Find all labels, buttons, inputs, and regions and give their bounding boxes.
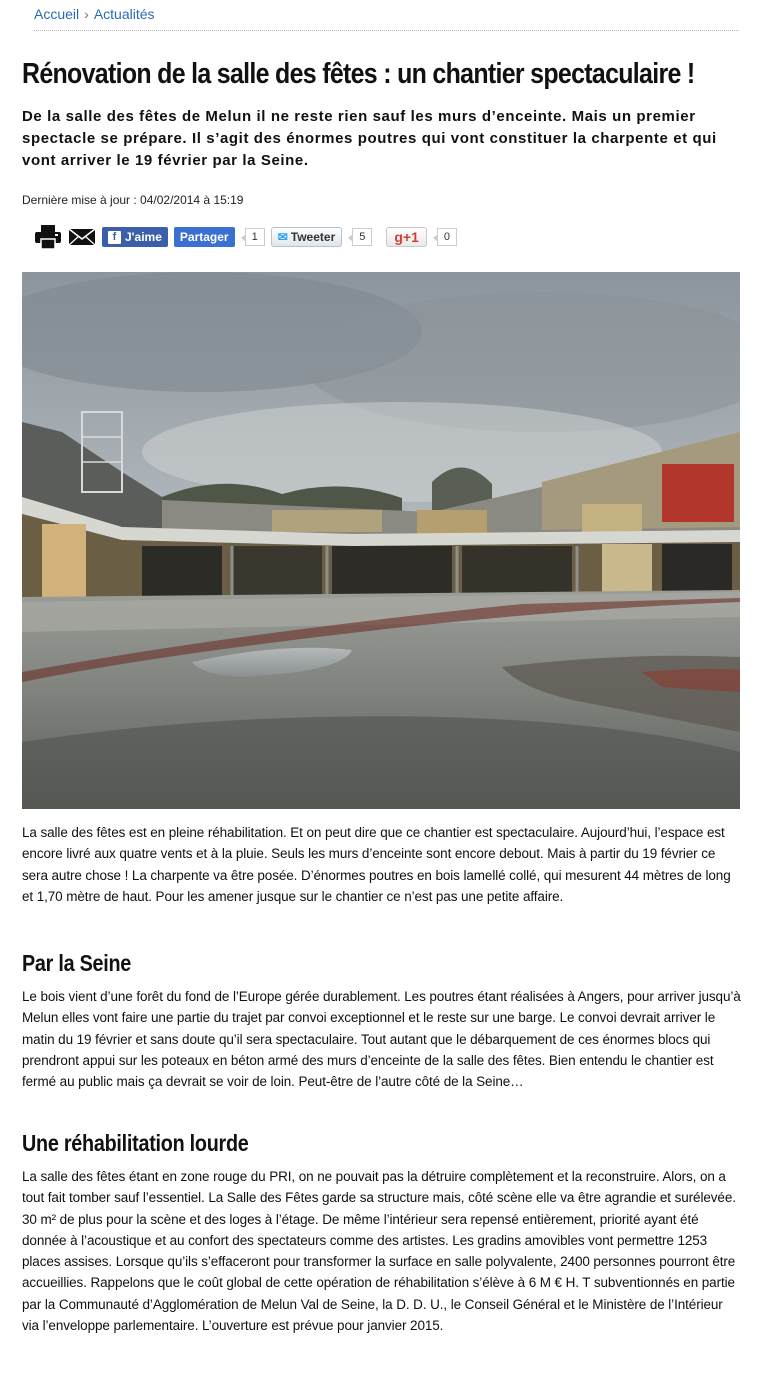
article-paragraph-1: La salle des fêtes est en pleine réhabilitation. Et on peut dire que ce chantier est spectaculaire. Aujourd’hui, l’espace est encore livré aux quatre vents et à la pluie. Seuls les murs d’enceinte sont encore debout. Mais à partir du 19 février ce sera autre chose ! La charpente va être posée. D’énormes poutres en bois lamellé collé, qui mesurent 44 mètres de long et 1,70 mètre de haut. Pour les amener jusque sur le chantier ce n’est pas une petite affaire. xyxy=(22,825,731,904)
article-paragraph-2: Le bois vient d’une forêt du fond de l’Europe gérée durablement. Les poutres étant réalisées à Angers, pour arriver jusqu’à Melun elles vont faire une partie du trajet par convoi exceptionnel et le reste sur une barge. Le convoi devrait arriver le matin du 19 février et sans doute qu’il sera spectaculaire. Tout autant que le débarquement de ces énormes blocs qui prendront appui sur les poteaux en béton armé des murs d’enceinte de la salle des fêtes. Bien entendu le chantier est fermé au public mais ça devrait se voir de loin. Peut-être de l’autre côté de la Seine… xyxy=(22,989,741,1090)
tweet-button[interactable] xyxy=(271,227,343,247)
article-photo xyxy=(22,272,740,809)
google-plus-count: 0 xyxy=(437,228,457,246)
print-icon[interactable] xyxy=(34,225,62,249)
article-lead: De la salle des fêtes de Melun il ne reste rien sauf les murs d’enceinte. Mais un premier spectacle se prépare. Il s’agit des énormes poutres qui vont constituer la charpente et qui vont arriver le 19 février par la Seine. xyxy=(22,108,717,169)
twitter-bird-icon: ✉ xyxy=(277,230,288,244)
section-title-par-la-seine: Par la Seine xyxy=(22,950,132,976)
last-updated: Dernière mise à jour : 04/02/2014 à 15:19 xyxy=(22,193,244,207)
email-icon[interactable] xyxy=(68,225,96,249)
breadcrumb-home-link[interactable]: Accueil xyxy=(34,6,80,22)
breadcrumb-section-link[interactable]: Actualités xyxy=(93,6,155,22)
facebook-icon: f xyxy=(108,231,121,244)
tweet-count: 5 xyxy=(352,228,372,246)
breadcrumb-separator: › xyxy=(84,6,89,22)
facebook-share-button[interactable]: Partager xyxy=(174,227,235,247)
article-paragraph-3: La salle des fêtes étant en zone rouge du PRI, on ne pouvait pas la détruire complètement et la reconstruire. Alors, on a tout fait tomber sauf l’essentiel. La Salle des Fêtes garde sa structure mais, côté scène elle va être agrandie et surélevée. 30 m² de plus pour la scène et des loges à l’étage. De même l’intérieur sera repensé entièrement, priorité ayant été donnée à l’acoustique et au confort des spectateurs comme des artistes. Les gradins amovibles vont permettre 1253 places assises. Lorsque qu’ils s’effaceront pour transformer la surface en salle polyvalente, 2400 personnes pourront être accueillies. Rappelons que le coût global de cette opération de réhabilitation s’élève à 6 M € H. T subventionnés en partie par la Communauté d’Agglomération de Melun Val de Seine, la D. D. U., le Conseil Général et le Ministère de l’Intérieur via l’enveloppe parlementaire. L’ouverture est prévue pour janvier 2015. xyxy=(22,1169,736,1334)
tweet-label: Tweeter xyxy=(290,230,336,244)
share-bar xyxy=(34,222,457,252)
google-plus-button[interactable]: g+1 xyxy=(386,227,427,247)
construction-site-photo xyxy=(22,272,740,809)
facebook-like-button[interactable] xyxy=(102,227,168,247)
section-title-rehabilitation: Une réhabilitation lourde xyxy=(22,1130,249,1156)
article-title: Rénovation de la salle des fêtes : un chantier spectaculaire ! xyxy=(22,58,695,90)
breadcrumb xyxy=(34,6,739,31)
facebook-share-count: 1 xyxy=(245,228,265,246)
facebook-like-label: J'aime xyxy=(125,230,162,244)
